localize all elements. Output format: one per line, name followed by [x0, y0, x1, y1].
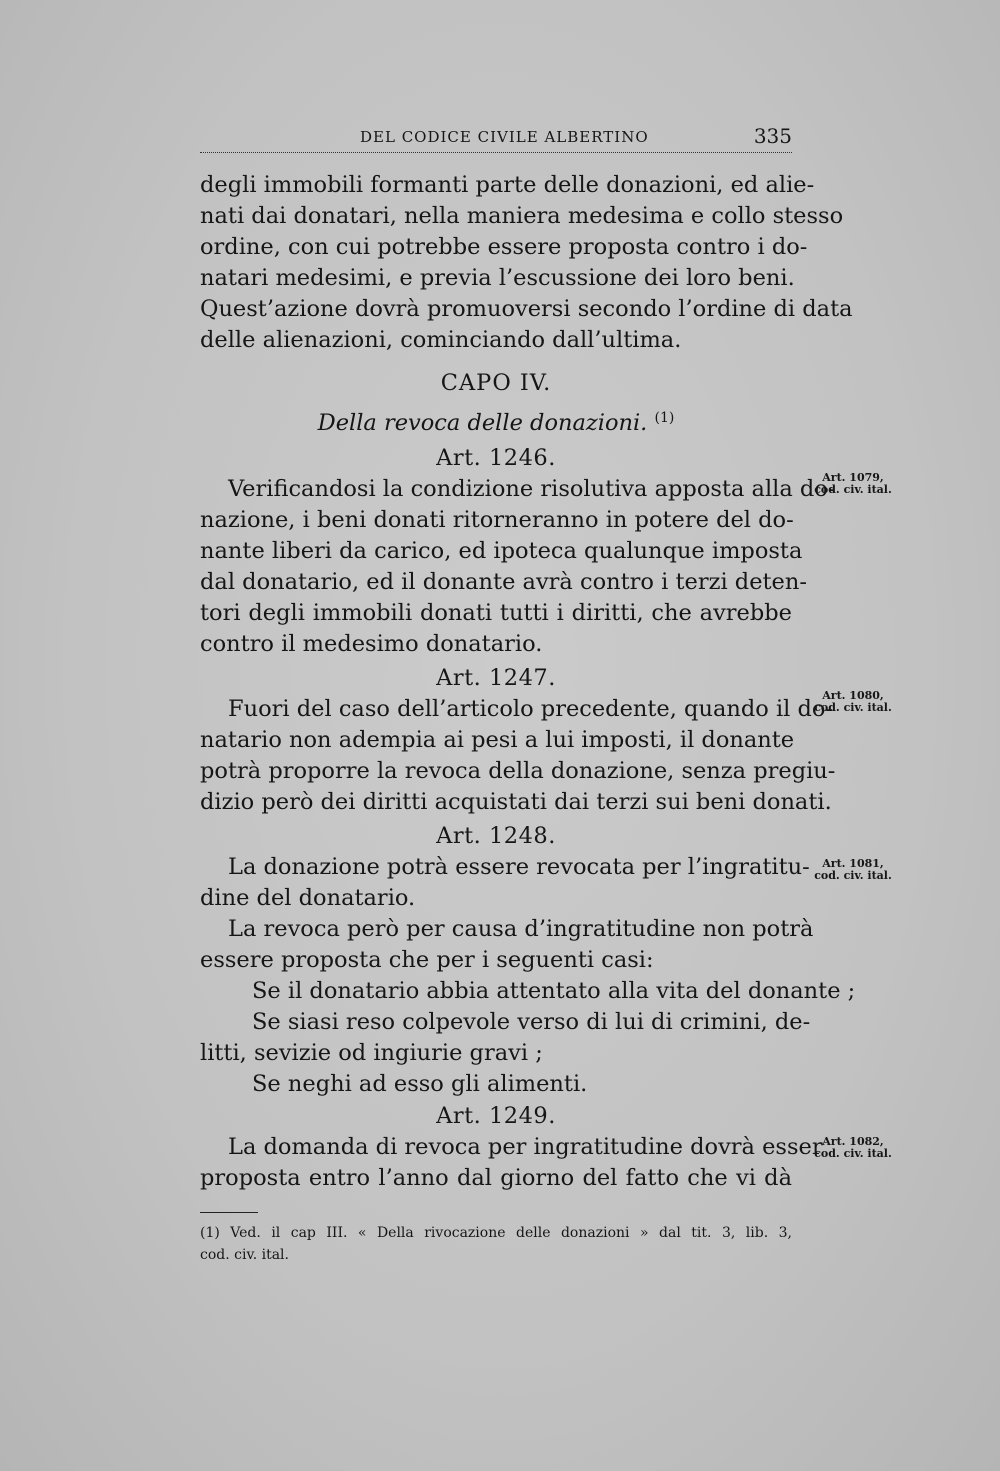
margin-note-code: cod. civ. ital.	[814, 1147, 892, 1160]
text-line: natario non adempia ai pesi a lui imposti, il donante	[200, 727, 795, 753]
text-line: La domanda di revoca per ingratitudine dovrà esser	[228, 1134, 823, 1160]
footnote	[200, 1222, 792, 1266]
margin-note-code: cod. civ. ital.	[814, 701, 892, 714]
text-line: nazione, i beni donati ritorneranno in potere del do-	[200, 507, 794, 533]
article-1247	[200, 663, 836, 818]
running-title: DEL CODICE CIVILE ALBERTINO	[360, 128, 649, 146]
margin-note-code: cod. civ. ital.	[814, 483, 892, 496]
text-line: La donazione potrà essere revocata per l’ingratitu-	[228, 854, 810, 880]
text-line: Quest’azione dovrà promuoversi secondo l’ordine di data	[200, 296, 853, 322]
margin-note-art-1079	[808, 472, 898, 496]
text-line: Verificandosi la condizione risolutiva apposta alla do-	[228, 476, 836, 502]
text-line: nati dai donatari, nella maniera medesima e collo stesso	[200, 203, 844, 229]
article-1246	[200, 443, 836, 660]
chapter-title	[200, 408, 792, 439]
running-head	[200, 124, 792, 153]
chapter-heading	[200, 368, 792, 399]
article-heading: Art. 1247.	[436, 665, 556, 691]
text-line: ordine, con cui potrebbe essere proposta contro i do-	[200, 234, 808, 260]
paragraph-continuation	[200, 170, 853, 356]
article-heading: Art. 1246.	[436, 445, 556, 471]
footnote-ref: (1)	[654, 410, 675, 426]
footnote-line: cod. civ. ital.	[200, 1247, 289, 1263]
article-1249	[200, 1101, 823, 1194]
text-line: essere proposta che per i seguenti casi:	[200, 947, 654, 973]
chapter-title-text: Della revoca delle donazioni.	[317, 410, 648, 436]
article-heading: Art. 1248.	[436, 823, 556, 849]
footnote-rule	[200, 1212, 258, 1213]
margin-note-article: Art. 1080,	[822, 689, 884, 702]
margin-note-art-1080	[808, 690, 898, 714]
text-line: Se siasi reso colpevole verso di lui di crimini, de-	[252, 1009, 811, 1035]
footnote-line: (1) Ved. il cap III. « Della rivocazione delle donazioni » dal tit. 3, lib. 3,	[200, 1225, 792, 1241]
margin-note-art-1082	[808, 1136, 898, 1160]
margin-note-article: Art. 1081,	[822, 857, 884, 870]
text-line: Fuori del caso dell’articolo precedente, quando il do-	[228, 696, 834, 722]
text-line: natari medesimi, e previa l’escussione dei loro beni.	[200, 265, 795, 291]
text-line: dal donatario, ed il donante avrà contro i terzi deten-	[200, 569, 807, 595]
margin-note-article: Art. 1079,	[822, 471, 884, 484]
text-line: Se il donatario abbia attentato alla vita del donante ;	[252, 978, 856, 1004]
text-line: potrà proporre la revoca della donazione, senza pregiu-	[200, 758, 836, 784]
margin-note-article: Art. 1082,	[822, 1135, 884, 1148]
text-line: tori degli immobili donati tutti i diritti, che avrebbe	[200, 600, 792, 626]
chapter-number: CAPO IV.	[440, 370, 552, 396]
text-line: dine del donatario.	[200, 885, 416, 911]
page-number: 335	[753, 124, 792, 148]
text-line: proposta entro l’anno dal giorno del fatto che vi dà	[200, 1165, 792, 1191]
text-line: litti, sevizie od ingiurie gravi ;	[200, 1040, 543, 1066]
text-line: Se neghi ad esso gli alimenti.	[252, 1071, 588, 1097]
article-heading: Art. 1249.	[436, 1103, 556, 1129]
margin-note-art-1081	[808, 858, 898, 882]
text-line: nante liberi da carico, ed ipoteca qualunque imposta	[200, 538, 803, 564]
text-line: La revoca però per causa d’ingratitudine non potrà	[228, 916, 814, 942]
text-line: delle alienazioni, cominciando dall’ultima.	[200, 327, 682, 353]
text-line: degli immobili formanti parte delle donazioni, ed alie-	[200, 172, 815, 198]
text-line: dizio però dei diritti acquistati dai terzi sui beni donati.	[200, 789, 832, 815]
text-line: contro il medesimo donatario.	[200, 631, 543, 657]
margin-note-code: cod. civ. ital.	[814, 869, 892, 882]
chapter-title-block	[200, 408, 792, 439]
